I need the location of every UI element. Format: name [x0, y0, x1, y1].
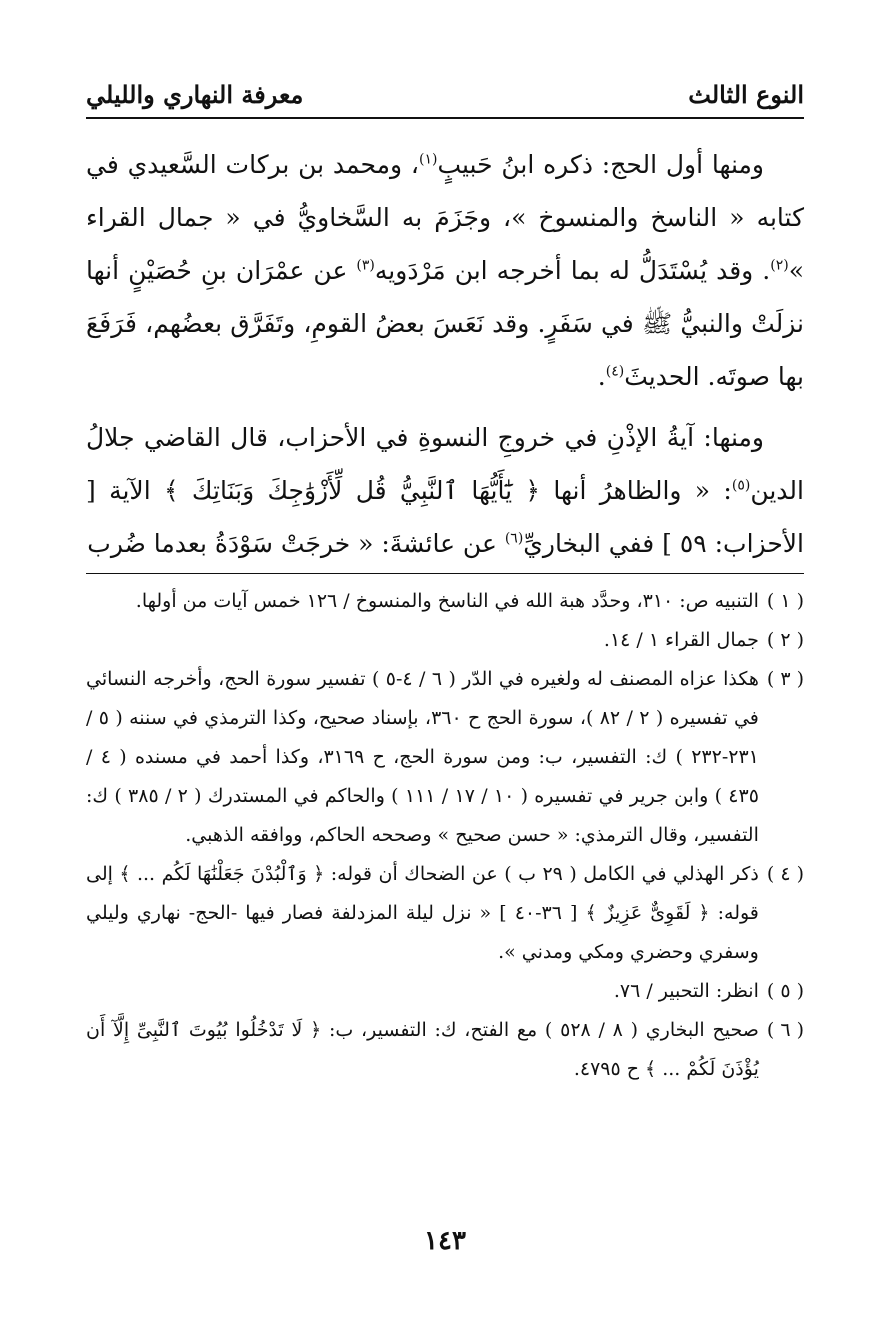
- text-run: عن عمْرَان بنِ حُصَيْنٍ أنها نزلَتْ والنبيُّ ﷺ في سَفَرٍ. وقد نَعَسَ بعضُ القومِ، وتَفَرَّق بعضُهم، فَرَفَعَ بها صوتَه. الحديثَ: [86, 256, 804, 391]
- text-run: ومنها: آيةُ الإذْنِ في خروجِ النسوةِ في الأحزاب، قال القاضي جلالُ الدين: [86, 423, 804, 505]
- footnote-ref-1: (١): [418, 151, 438, 168]
- footnote-number: ( ٦ ): [766, 1019, 804, 1041]
- footnote-number: ( ٢ ): [766, 629, 804, 651]
- chapter-title: النوع الثالث: [688, 79, 804, 109]
- text-run: ، ومحمد بن بركات السَّعيدي في كتابه « الناسخ والمنسوخ »، وجَزَمَ به السَّخاويُّ في « جمال القراء »: [86, 150, 804, 285]
- footnote-number: ( ٤ ): [766, 863, 804, 885]
- text-run: عن عائشةَ: « خرجَتْ سَوْدَةُ بعدما ضُرب: [87, 529, 505, 558]
- footnote-text: جمال القراء ١ / ١٤.: [603, 629, 759, 651]
- footnote-2: [86, 621, 804, 660]
- page-number: ١٤٣: [424, 1226, 466, 1256]
- footnotes: [86, 582, 804, 1089]
- main-text: [86, 138, 804, 570]
- footnote-text: انظر: التحبير / ٧٦.: [613, 980, 759, 1002]
- footnote-number: ( ٣ ): [766, 668, 804, 690]
- footnote-text: التنبيه ص: ٣١٠، وحدَّد هبة الله في الناسخ والمنسوخ / ١٢٦ خمس آيات من أولها.: [135, 590, 759, 612]
- footnote-ref-2: (٢): [770, 257, 789, 274]
- text-run: : « والظاهرُ أنها ﴿ يَٰٓأَيُّهَا ٱلنَّبِيُّ قُل لِّأَزْوَٰجِكَ وَبَنَاتِكَ ﴾ الآية [ الأحزاب: ٥٩ ] ففي البخاريِّ: [86, 476, 804, 558]
- footnote-5: [86, 972, 804, 1011]
- header-rule: [86, 117, 804, 119]
- footnote-ref-6: (٦): [504, 530, 524, 547]
- paragraph-2: [86, 411, 804, 570]
- footnote-text: صحيح البخاري ( ٨ / ٥٢٨ ) مع الفتح، ك: التفسير، ب: ﴿ لَا تَدْخُلُوا بُيُوتَ ٱلنَّبِىِّ إِلَّآ أَن يُؤْذَنَ لَكُمْ ... ﴾ ح ٤٧٩٥.: [86, 1019, 759, 1080]
- text-run: ومنها أول الحج: ذكره ابنُ حَبيبٍ: [437, 150, 764, 179]
- footnote-text: هكذا عزاه المصنف له ولغيره في الدّر ( ٦ / ٤-٥ ) تفسير سورة الحج، وأخرجه النسائي في تفسيره ( ٢ / ٨٢ )، سورة الحج ح ٣٦٠، بإسناد صحيح، وكذا الترمذي في سننه ( ٥ / ٢٣١-٢٣٢ ) ك: التفسير، ب: ومن سورة الحج، ح ٣١٦٩، وكذا أحمد في مسنده ( ٤ / ٤٣٥ ) وابن جرير في تفسيره ( ١٠ / ١٧ / ١١١ ) والحاكم في المستدرك ( ٢ / ٣٨٥ ) ك: التفسير، وقال الترمذي: « حسن صحيح » وصححه الحاكم، ووافقه الذهبي.: [86, 668, 759, 846]
- footnote-ref-5: (٥): [731, 477, 751, 494]
- section-title: معرفة النهاري والليلي: [86, 79, 304, 109]
- paragraph-1: [86, 138, 804, 403]
- footnote-1: [86, 582, 804, 621]
- footnote-3: [86, 660, 804, 855]
- footnote-ref-3: (٣): [356, 257, 375, 274]
- footnote-number: ( ١ ): [766, 590, 804, 612]
- footnote-separator: [86, 573, 804, 574]
- running-header: [86, 74, 804, 114]
- text-run: .: [597, 362, 606, 391]
- footnote-number: ( ٥ ): [766, 980, 804, 1002]
- footnote-6: [86, 1011, 804, 1089]
- footnote-text: ذكر الهذلي في الكامل ( ٢٩ ب ) عن الضحاك أن قوله: ﴿ وَٱلْبُدْنَ جَعَلْنَٰهَا لَكُم ... ﴾ إلى قوله: ﴿ لَقَوِىٌّ عَزِيزٌ ﴾ [ ٣٦-٤٠ ] « نزل ليلة المزدلفة فصار فيها -الحج- نهاري وليلي وسفري وحضري ومكي ومدني ».: [86, 863, 759, 963]
- footnote-ref-4: (٤): [605, 363, 625, 380]
- footnote-4: [86, 855, 804, 972]
- text-run: . وقد يُسْتَدَلُّ له بما أخرجه ابن مَرْدَويه: [374, 256, 771, 285]
